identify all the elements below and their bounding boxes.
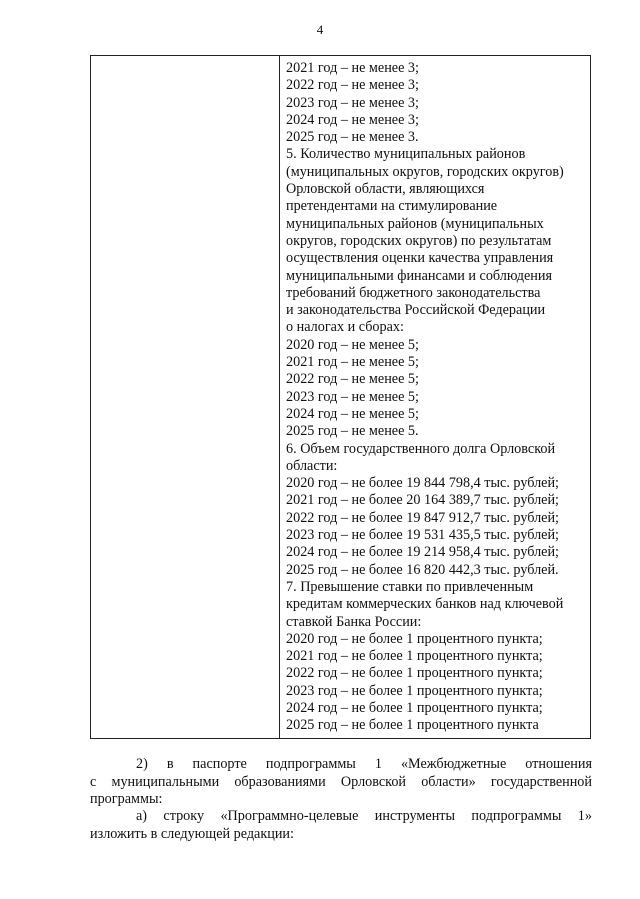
table-line: 2021 год – не более 20 164 389,7 тыс. рублей; bbox=[286, 492, 560, 509]
paragraph-line: программы: bbox=[90, 791, 163, 807]
table-line: 2020 год – не менее 5; bbox=[286, 336, 419, 353]
table-line: 2024 год – не более 1 процентного пункта; bbox=[286, 699, 543, 716]
table-line: 2021 год – не менее 3; bbox=[286, 60, 419, 76]
paragraph-line: а) строку «Программно-целевые инструменты подпрограммы 1» bbox=[136, 808, 592, 824]
table-line: и законодательства Российской Федерации bbox=[286, 302, 546, 319]
table-line: 2024 год – не более 19 214 958,4 тыс. рублей; bbox=[286, 544, 560, 561]
table-line: 2022 год – не менее 3; bbox=[286, 77, 419, 94]
table-line: округов, городских округов) по результатам bbox=[286, 232, 552, 249]
table-line: муниципальных районов (муниципальных bbox=[286, 215, 544, 232]
table-line: области: bbox=[286, 457, 338, 474]
table-line: 2024 год – не менее 3; bbox=[286, 111, 419, 128]
table-line: 5. Количество муниципальных районов bbox=[286, 146, 526, 163]
table-line: 2020 год – не более 19 844 798,4 тыс. рублей; bbox=[286, 475, 560, 492]
table-line: 6. Объем государственного долга Орловской bbox=[286, 440, 556, 457]
table-line: 2025 год – не менее 3. bbox=[286, 129, 419, 146]
table-line: осуществления оценки качества управления bbox=[286, 250, 554, 267]
paragraph-subprogram-passport bbox=[90, 756, 592, 809]
table-line: 7. Превышение ставки по привлеченным bbox=[286, 578, 534, 595]
table-line: 2023 год – не более 19 531 435,5 тыс. рублей; bbox=[286, 527, 560, 544]
table-line: (муниципальных округов, городских округов) bbox=[286, 163, 564, 180]
paragraph-line: 2) в паспорте подпрограммы 1 «Межбюджетные отношения bbox=[136, 756, 592, 772]
table-line: муниципальными финансами и соблюдения bbox=[286, 267, 552, 284]
table-line: кредитам коммерческих банков над ключевой bbox=[286, 596, 564, 613]
paragraph-line: изложить в следующей редакции: bbox=[90, 825, 294, 842]
table-line: претендентами на стимулирование bbox=[286, 198, 498, 215]
table-column-divider bbox=[279, 56, 280, 738]
table-right-cell bbox=[286, 60, 586, 735]
page-number: 4 bbox=[316, 22, 324, 37]
paragraph-line: с муниципальными образованиями Орловской области» государственной bbox=[90, 773, 592, 790]
table-line: 2025 год – не более 16 820 442,3 тыс. рублей. bbox=[286, 561, 559, 578]
table-line: 2023 год – не более 1 процентного пункта; bbox=[286, 682, 543, 699]
table-line: 2023 год – не менее 3; bbox=[286, 94, 419, 111]
table-line: 2022 год – не более 19 847 912,7 тыс. рублей; bbox=[286, 509, 560, 526]
table-line: 2022 год – не более 1 процентного пункта; bbox=[286, 665, 543, 682]
table-line: 2023 год – не менее 5; bbox=[286, 388, 419, 405]
program-passport-table bbox=[90, 55, 591, 739]
table-line: Орловской области, являющихся bbox=[286, 181, 485, 198]
table-line: 2021 год – не более 1 процентного пункта; bbox=[286, 648, 543, 665]
table-line: 2020 год – не более 1 процентного пункта; bbox=[286, 630, 543, 647]
table-line: 2025 год – не менее 5. bbox=[286, 423, 419, 440]
table-line: о налогах и сборах: bbox=[286, 319, 404, 336]
table-line: требований бюджетного законодательства bbox=[286, 284, 541, 301]
table-line: 2022 год – не менее 5; bbox=[286, 371, 419, 388]
table-line: ставкой Банка России: bbox=[286, 613, 422, 630]
table-line: 2024 год – не менее 5; bbox=[286, 405, 419, 422]
paragraph-row-instruction bbox=[90, 808, 592, 843]
table-line: 2025 год – не более 1 процентного пункта bbox=[286, 717, 539, 734]
table-line: 2021 год – не менее 5; bbox=[286, 354, 419, 371]
table-left-cell bbox=[91, 56, 279, 738]
